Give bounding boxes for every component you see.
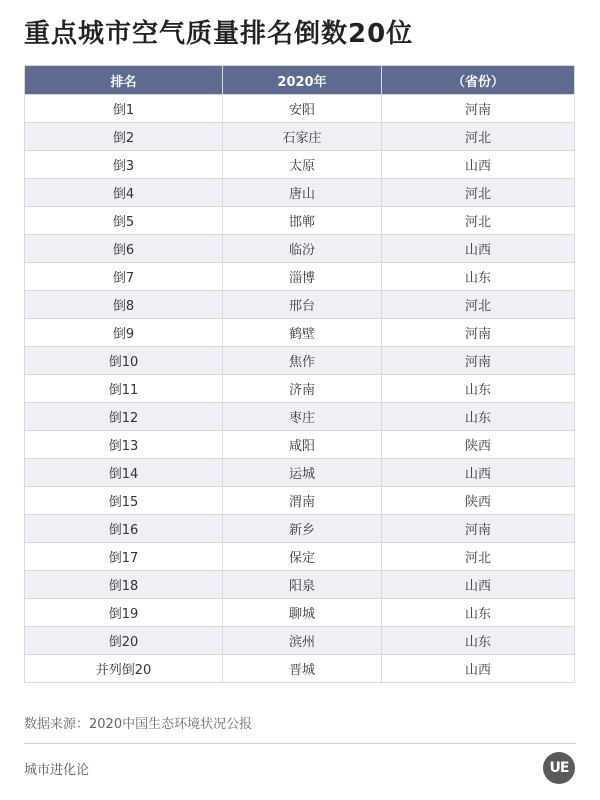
table-row bbox=[25, 291, 575, 319]
cell-province: 河南 bbox=[382, 515, 575, 543]
cell-city: 淄博 bbox=[223, 263, 382, 291]
cell-province: 河南 bbox=[382, 95, 575, 123]
cell-rank: 倒3 bbox=[25, 151, 223, 179]
cell-rank: 倒15 bbox=[25, 487, 223, 515]
column-header-rank: 排名 bbox=[25, 66, 223, 95]
cell-rank: 倒19 bbox=[25, 599, 223, 627]
cell-rank: 倒1 bbox=[25, 95, 223, 123]
ranking-table-container bbox=[24, 65, 574, 683]
cell-province: 河北 bbox=[382, 123, 575, 151]
cell-city: 邢台 bbox=[223, 291, 382, 319]
cell-city: 咸阳 bbox=[223, 431, 382, 459]
table-row bbox=[25, 207, 575, 235]
cell-city: 保定 bbox=[223, 543, 382, 571]
brand-logo-icon: UE bbox=[543, 752, 575, 784]
cell-province: 山西 bbox=[382, 235, 575, 263]
cell-rank: 倒17 bbox=[25, 543, 223, 571]
cell-rank: 倒9 bbox=[25, 319, 223, 347]
cell-rank: 倒7 bbox=[25, 263, 223, 291]
table-row bbox=[25, 319, 575, 347]
cell-city: 济南 bbox=[223, 375, 382, 403]
cell-city: 鹤壁 bbox=[223, 319, 382, 347]
cell-city: 焦作 bbox=[223, 347, 382, 375]
table-row bbox=[25, 95, 575, 123]
cell-province: 山东 bbox=[382, 627, 575, 655]
cell-province: 河北 bbox=[382, 179, 575, 207]
table-row bbox=[25, 431, 575, 459]
cell-province: 河北 bbox=[382, 291, 575, 319]
footer-divider bbox=[24, 743, 576, 744]
data-source-note: 数据来源：2020中国生态环境状况公报 bbox=[24, 717, 253, 732]
cell-rank: 倒4 bbox=[25, 179, 223, 207]
cell-city: 邯郸 bbox=[223, 207, 382, 235]
table-header bbox=[25, 66, 575, 95]
cell-city: 运城 bbox=[223, 459, 382, 487]
cell-province: 山东 bbox=[382, 263, 575, 291]
cell-province: 山东 bbox=[382, 375, 575, 403]
table-row bbox=[25, 487, 575, 515]
cell-city: 太原 bbox=[223, 151, 382, 179]
cell-province: 山东 bbox=[382, 403, 575, 431]
cell-rank: 倒10 bbox=[25, 347, 223, 375]
cell-province: 山西 bbox=[382, 459, 575, 487]
ranking-table bbox=[24, 65, 575, 683]
table-row bbox=[25, 375, 575, 403]
cell-rank: 倒13 bbox=[25, 431, 223, 459]
cell-city: 新乡 bbox=[223, 515, 382, 543]
cell-rank: 倒5 bbox=[25, 207, 223, 235]
cell-rank: 并列倒20 bbox=[25, 655, 223, 683]
cell-rank: 倒8 bbox=[25, 291, 223, 319]
cell-province: 山西 bbox=[382, 151, 575, 179]
cell-province: 山西 bbox=[382, 571, 575, 599]
cell-city: 阳泉 bbox=[223, 571, 382, 599]
table-row bbox=[25, 263, 575, 291]
cell-rank: 倒14 bbox=[25, 459, 223, 487]
table-row bbox=[25, 543, 575, 571]
table-row bbox=[25, 151, 575, 179]
cell-rank: 倒12 bbox=[25, 403, 223, 431]
cell-rank: 倒16 bbox=[25, 515, 223, 543]
table-body bbox=[25, 95, 575, 683]
cell-city: 安阳 bbox=[223, 95, 382, 123]
cell-rank: 倒11 bbox=[25, 375, 223, 403]
page-title: 重点城市空气质量排名倒数20位 bbox=[24, 19, 414, 49]
cell-city: 渭南 bbox=[223, 487, 382, 515]
cell-rank: 倒20 bbox=[25, 627, 223, 655]
cell-province: 陕西 bbox=[382, 487, 575, 515]
table-row bbox=[25, 599, 575, 627]
table-row bbox=[25, 655, 575, 683]
cell-province: 陕西 bbox=[382, 431, 575, 459]
cell-province: 河南 bbox=[382, 319, 575, 347]
table-row bbox=[25, 235, 575, 263]
cell-province: 河北 bbox=[382, 543, 575, 571]
footer-brand-name: 城市进化论 bbox=[24, 763, 90, 778]
cell-city: 聊城 bbox=[223, 599, 382, 627]
table-row bbox=[25, 179, 575, 207]
cell-rank: 倒6 bbox=[25, 235, 223, 263]
table-row bbox=[25, 347, 575, 375]
cell-city: 枣庄 bbox=[223, 403, 382, 431]
table-row bbox=[25, 627, 575, 655]
table-header-row bbox=[25, 66, 575, 95]
table-row bbox=[25, 403, 575, 431]
cell-city: 晋城 bbox=[223, 655, 382, 683]
table-row bbox=[25, 571, 575, 599]
cell-city: 唐山 bbox=[223, 179, 382, 207]
table-row bbox=[25, 123, 575, 151]
table-row bbox=[25, 459, 575, 487]
cell-province: 河南 bbox=[382, 347, 575, 375]
cell-province: 山东 bbox=[382, 599, 575, 627]
cell-province: 河北 bbox=[382, 207, 575, 235]
cell-city: 石家庄 bbox=[223, 123, 382, 151]
table-row bbox=[25, 515, 575, 543]
cell-rank: 倒2 bbox=[25, 123, 223, 151]
cell-city: 滨州 bbox=[223, 627, 382, 655]
cell-city: 临汾 bbox=[223, 235, 382, 263]
cell-province: 山西 bbox=[382, 655, 575, 683]
column-header-city: 2020年 bbox=[223, 66, 382, 95]
cell-rank: 倒18 bbox=[25, 571, 223, 599]
column-header-province: （省份） bbox=[382, 66, 575, 95]
